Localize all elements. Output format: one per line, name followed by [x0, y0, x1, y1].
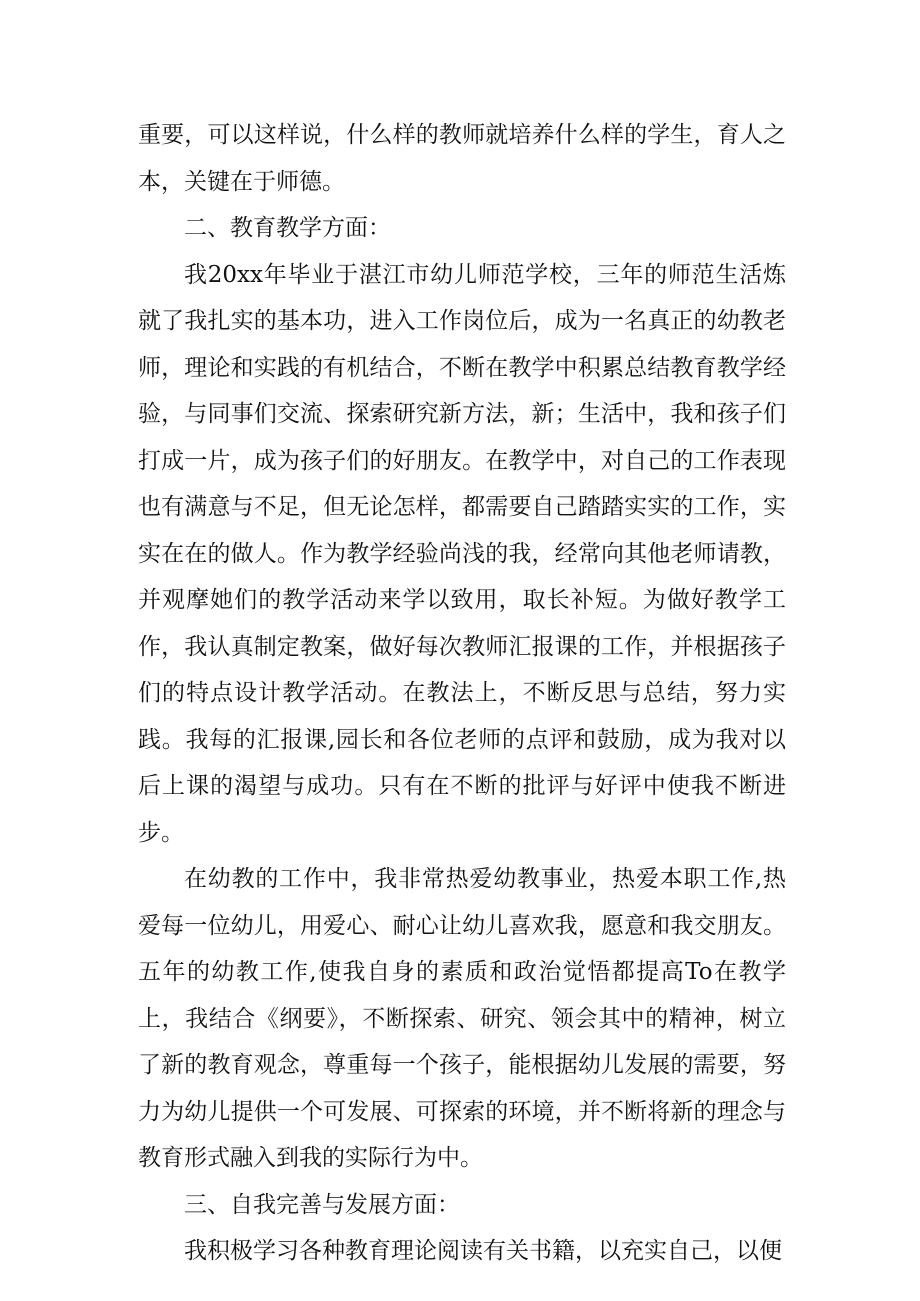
- paragraph-work-attitude: 在幼教的工作中，我非常热爱幼教事业，热爱本职工作,热爱每一位幼儿，用爱心、耐心让幼儿喜欢我，愿意和我交朋友。五年的幼教工作,使我自身的素质和政治觉悟都提高To在教学上，我结合《纲要》，不断探索、研究、领会其中的精神，树立了新的教育观念，尊重每一个孩子，能根据幼儿发展的需要，努力为幼儿提供一个可发展、可探索的环境，并不断将新的理念与教育形式融入到我的实际行为中。: [138, 866, 786, 1171]
- paragraph-teaching-experience: 我20xx年毕业于湛江市幼儿师范学校，三年的师范生活炼就了我扎实的基本功，进入工作岗位后，成为一名真正的幼教老师，理论和实践的有机结合，不断在教学中积累总结教育教学经验，与同事们交流、探索研究新方法，新；生活中，我和孩子们打成一片，成为孩子们的好朋友。在教学中，对自己的工作表现也有满意与不足，但无论怎样，都需要自己踏踏实实的工作，实实在在的做人。作为教学经验尚浅的我，经常向其他老师请教，并观摩她们的教学活动来学以致用，取长补短。为做好教学工作，我认真制定教案，做好每次教师汇报课的工作，并根据孩子们的特点设计教学活动。在教法上，不断反思与总结，努力实践。我每的汇报课,园长和各位老师的点评和鼓励，成为我对以后上课的渴望与成功。只有在不断的批评与好评中使我不断进步。: [138, 261, 786, 846]
- paragraph-continuation: 重要，可以这样说，什么样的教师就培养什么样的学生，育人之本，关键在于师德。: [138, 122, 786, 195]
- document-page: [138, 112, 786, 1275]
- section-heading-teaching: 二、教育教学方面：: [184, 215, 391, 241]
- paragraph-self-improvement: 我积极学习各种教育理论阅读有关书籍，以充实自己，以便: [184, 1238, 782, 1264]
- section-heading-self-improvement: 三、自我完善与发展方面：: [184, 1191, 460, 1218]
